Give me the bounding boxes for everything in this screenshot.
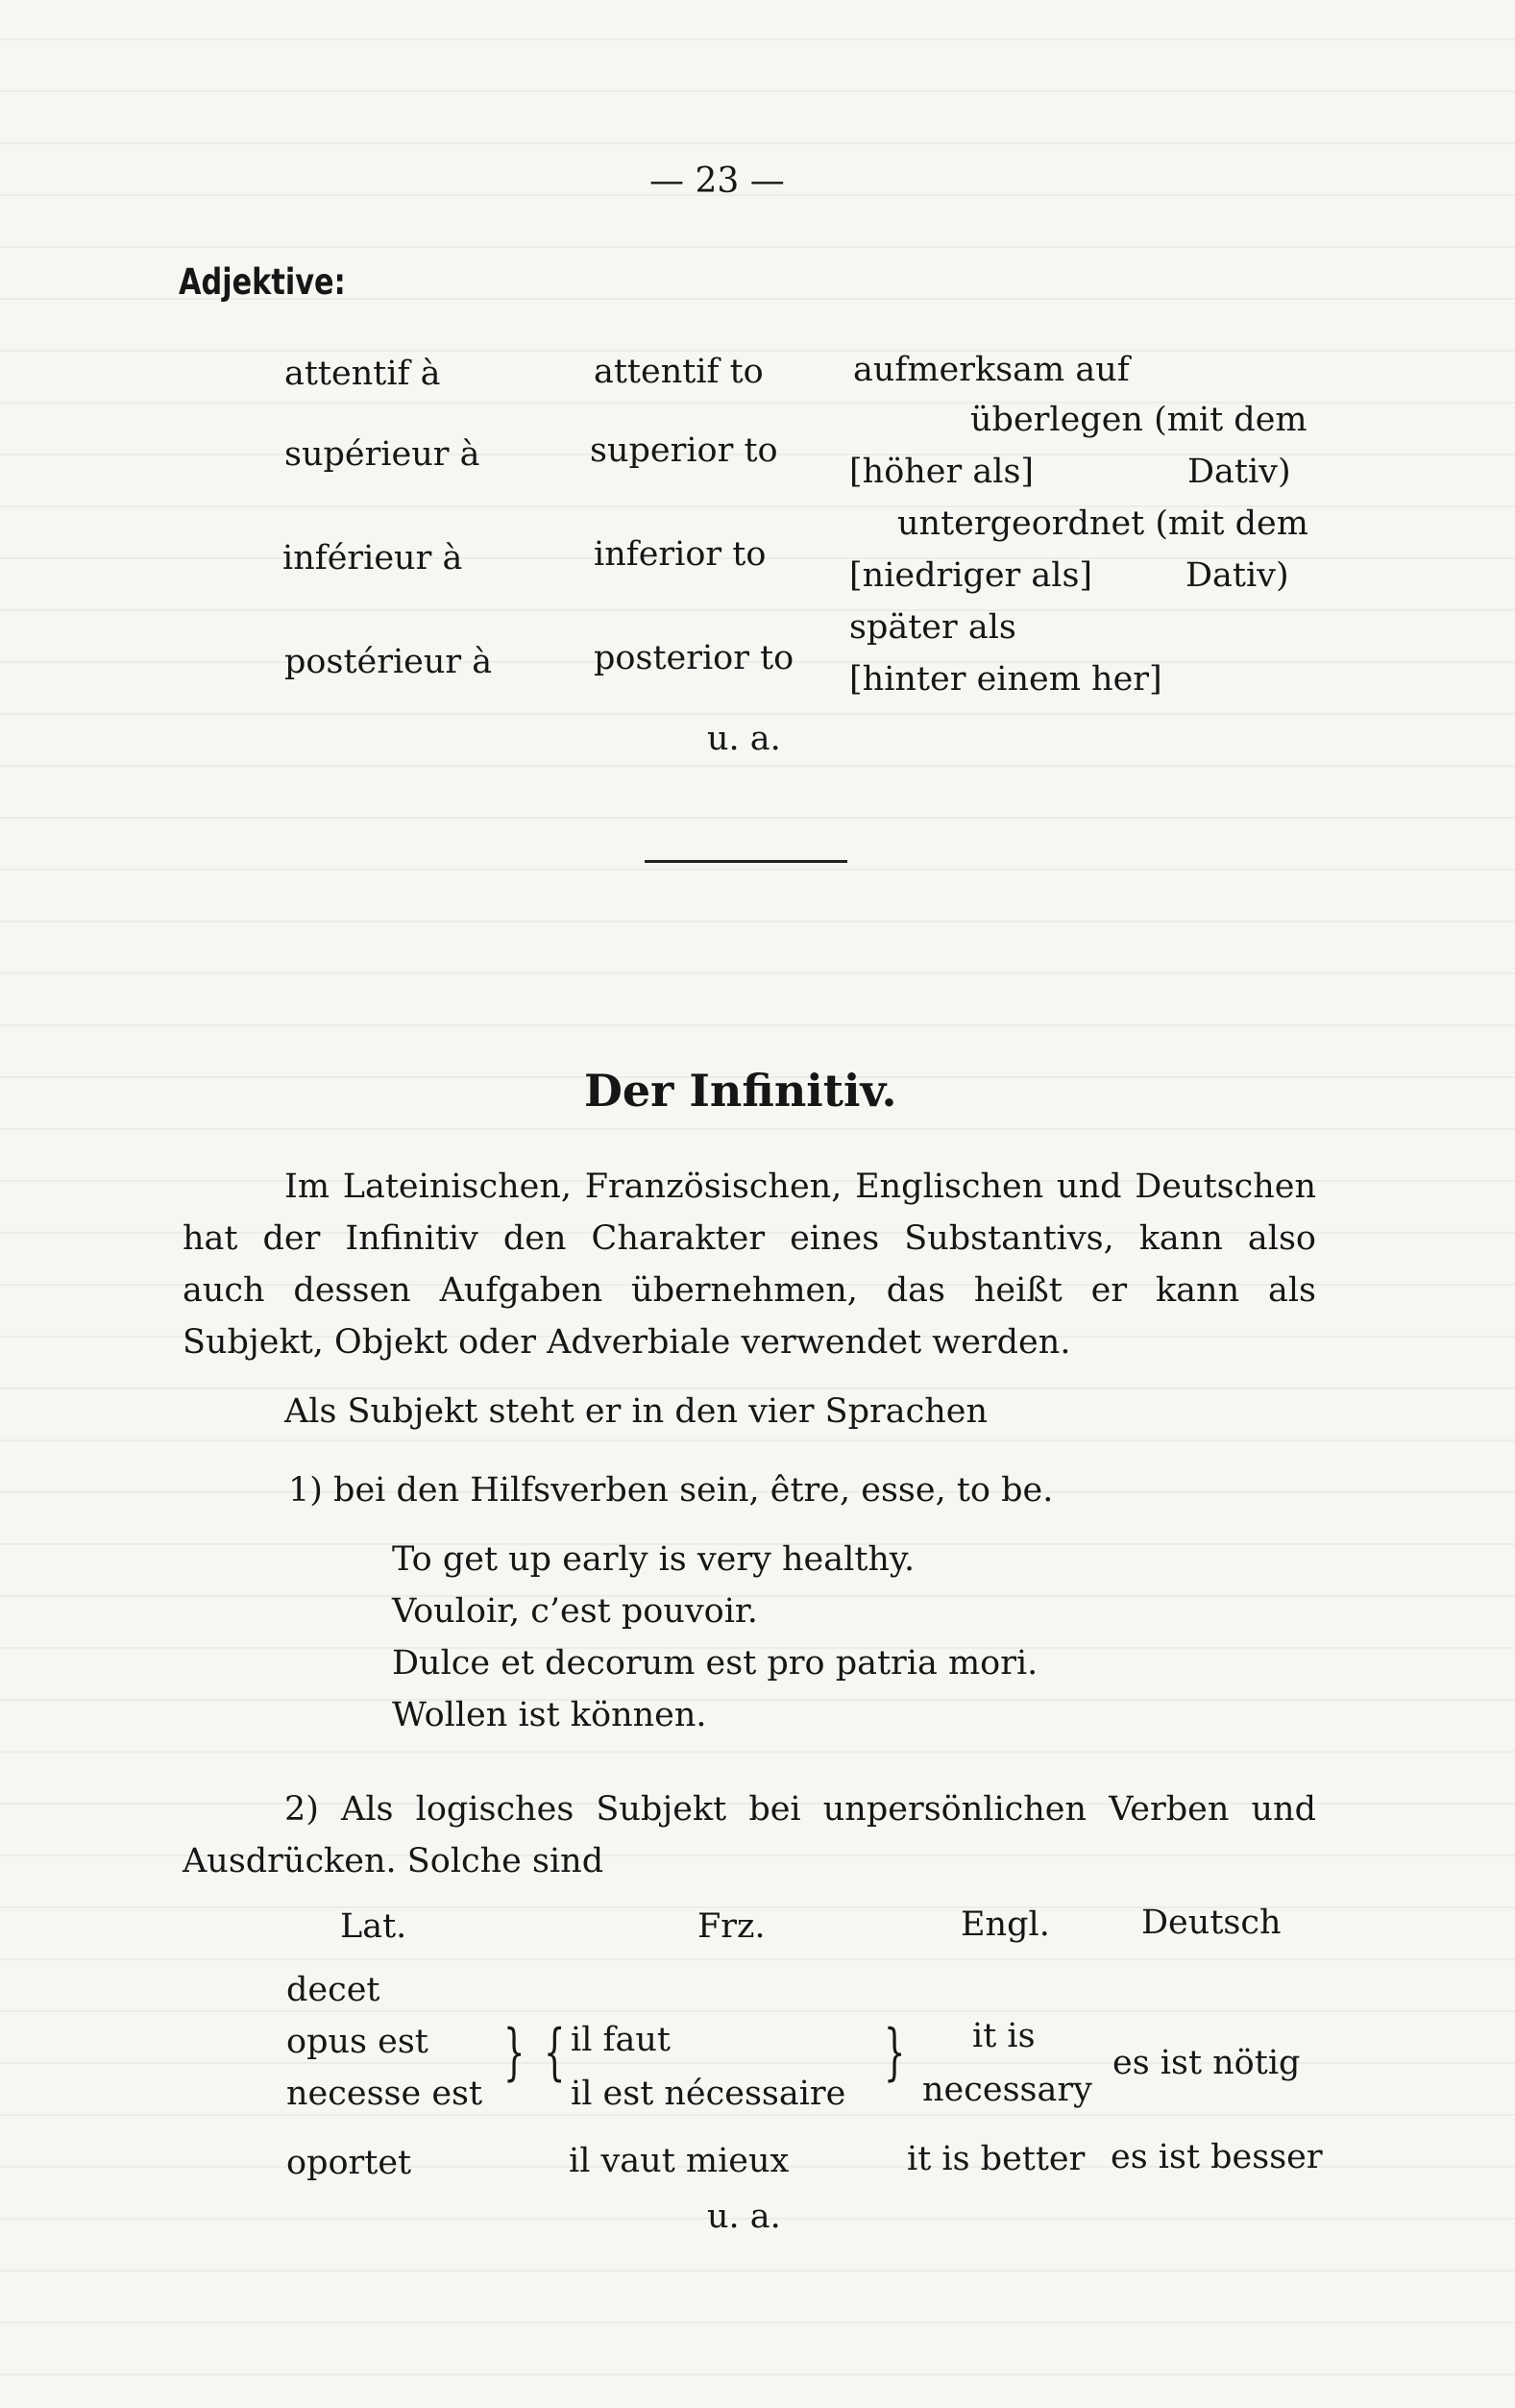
etc-note: u. a. [707, 2198, 781, 2236]
engl-term: it is better [907, 2140, 1086, 2178]
adj-de: später als [849, 608, 1016, 647]
adj-fr: inférieur à [282, 539, 463, 577]
frz-term: il vaut mieux [569, 2142, 790, 2180]
example-line: Wollen ist können. [392, 1696, 707, 1734]
section-heading: Adjektive: [179, 261, 346, 303]
example-line: Dulce et decorum est pro patria mori. [392, 1644, 1039, 1683]
deutsch-term: es ist nötig [1112, 2044, 1301, 2082]
frz-term: il est nécessaire [571, 2075, 846, 2113]
paragraph-line: auch dessen Aufgaben übernehmen, das heißt er kann als [183, 1271, 1316, 1310]
point-two [183, 1783, 1316, 1887]
adj-de: untergeordnet (mit dem [897, 504, 1308, 543]
engl-term: it is [972, 2017, 1036, 2055]
paragraph-line: hat der Infinitiv den Charakter eines Substantivs, kann also [183, 1219, 1316, 1258]
col-header-deutsch: Deutsch [1141, 1904, 1282, 1942]
adj-fr: postérieur à [284, 643, 493, 681]
example-line: Vouloir, c’est pouvoir. [392, 1592, 758, 1631]
col-header-frz: Frz. [697, 1907, 766, 1946]
adj-en: posterior to [594, 639, 794, 677]
brace-right: } [884, 2017, 906, 2088]
lat-term: decet [286, 1971, 380, 2009]
adj-en: attentif to [594, 353, 764, 391]
adj-fr: supérieur à [284, 435, 480, 474]
point-one: 1) bei den Hilfsverben sein, être, esse, to be. [288, 1471, 1054, 1510]
deutsch-term: es ist besser [1111, 2138, 1323, 2176]
col-header-engl: Engl. [961, 1905, 1050, 1944]
adj-de-bracket: [hinter einem her] [849, 660, 1162, 699]
chapter-title: Der Infinitiv. [584, 1065, 897, 1117]
paragraph-line: Subjekt, Objekt oder Adverbiale verwendet werden. [183, 1323, 1071, 1362]
adj-de-case: Dativ) [1187, 453, 1291, 491]
adj-de: überlegen (mit dem [970, 401, 1307, 439]
lat-term: opus est [286, 2023, 428, 2061]
engl-term: necessary [922, 2071, 1092, 2109]
adj-en: inferior to [594, 535, 767, 574]
intro-paragraph [183, 1161, 1316, 1368]
adj-en: superior to [590, 431, 778, 470]
adj-de-bracket: [höher als] [849, 453, 1035, 491]
adj-de: aufmerksam auf [853, 351, 1130, 389]
adj-de-bracket: [niedriger als] [849, 556, 1093, 595]
example-line: To get up early is very healthy. [392, 1540, 916, 1579]
adj-de-case: Dativ) [1185, 556, 1289, 595]
subject-intro: Als Subjekt steht er in den vier Sprachen [284, 1392, 989, 1431]
lat-term: necesse est [286, 2075, 483, 2113]
page-number: — 23 — [649, 161, 785, 201]
etc-note: u. a. [707, 720, 781, 758]
divider-rule [645, 860, 847, 863]
adj-fr: attentif à [284, 355, 441, 393]
lat-term: oportet [286, 2144, 412, 2182]
paragraph-line: 2) Als logisches Subjekt bei unpersönlichen Verben und [284, 1790, 1316, 1829]
brace-right: } [503, 2017, 525, 2088]
frz-term: il faut [571, 2021, 671, 2059]
paragraph-line: Ausdrücken. Solche sind [183, 1842, 604, 1880]
paragraph-line: Im Lateinischen, Französischen, Englischen und Deutschen [284, 1167, 1316, 1206]
brace-left: { [544, 2017, 566, 2088]
col-header-lat: Lat. [340, 1907, 407, 1946]
